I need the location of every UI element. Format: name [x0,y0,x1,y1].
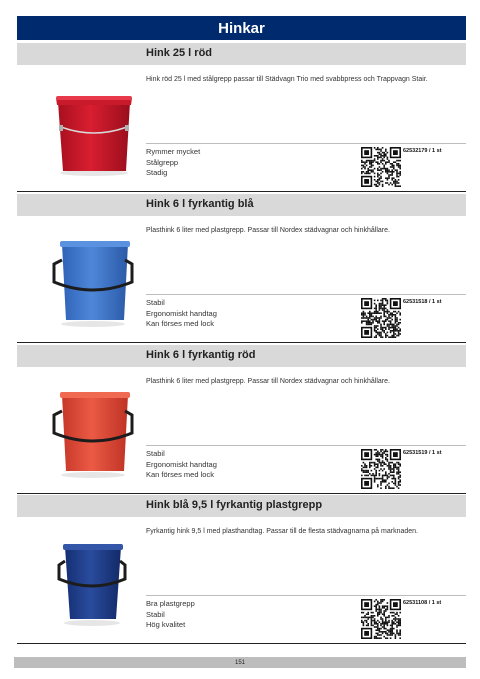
feature-item: Stålgrepp [146,157,179,167]
divider [146,595,466,596]
divider [146,445,466,446]
blue-bucket-6l-image [45,238,141,328]
product-title: Hink blå 9,5 l fyrkantig plastgrepp [146,499,323,511]
feature-item: Stabil [146,609,165,619]
product-description: Plasthink 6 liter med plastgrepp. Passar till Nordex städvagnar och hinkhållare. [146,378,390,385]
feature-item: Ergonomiskt handtag [146,459,217,469]
product-description: Plasthink 6 liter med plastgrepp. Passar till Nordex städvagnar och hinkhållare. [146,227,390,234]
feature-item: Kan förses med lock [146,319,214,328]
product-description: Fyrkantig hink 9,5 l med plasthandtag. Passar till de flesta städvagnarna på marknaden. [146,528,418,535]
product-title: Hink 6 l fyrkantig blå [146,198,254,210]
page-title: Hinkar [17,16,466,40]
section-divider [17,643,466,644]
article-number: 62531518 / 1 st [403,299,442,305]
product-card [17,194,466,341]
feature-item: Ergonomiskt handtag [146,308,217,318]
section-divider [17,342,466,343]
feature-item: Hög kvalitet [146,620,186,629]
feature-list [146,449,346,481]
section-divider [17,191,466,192]
blue-bucket-9-5l-image [45,539,141,629]
qr-code [361,599,401,639]
product-description: Hink röd 25 l med stålgrepp passar till Städvagn Trio med svabbpress och Trappvagn Stair. [146,76,428,83]
qr-code [361,449,401,489]
product-title: Hink 6 l fyrkantig röd [146,349,256,361]
feature-item: Kan förses med lock [146,470,214,479]
article-number: 62531108 / 1 st [403,600,442,606]
article-number: 62531519 / 1 st [403,450,442,456]
feature-list [146,147,346,179]
feature-item: Stabil [146,449,165,458]
red-bucket-25l-image [45,87,141,177]
page-number: 151 [14,657,466,668]
qr-code [361,298,401,338]
feature-item: Stadig [146,168,168,177]
product-title: Hink 25 l röd [146,47,213,59]
qr-code [361,147,401,187]
feature-item: Bra plastgrepp [146,599,195,608]
red-bucket-6l-image [45,389,141,479]
feature-item: Stabil [146,298,165,307]
feature-list [146,599,346,631]
product-card [17,345,466,492]
product-card [17,43,466,190]
product-title-bar [17,43,466,65]
article-number: 62532179 / 1 st [403,148,442,154]
feature-item: Rymmer mycket [146,147,201,156]
section-divider [17,493,466,494]
feature-list [146,298,346,330]
divider [146,294,466,295]
divider [146,143,466,144]
product-card [17,495,466,642]
